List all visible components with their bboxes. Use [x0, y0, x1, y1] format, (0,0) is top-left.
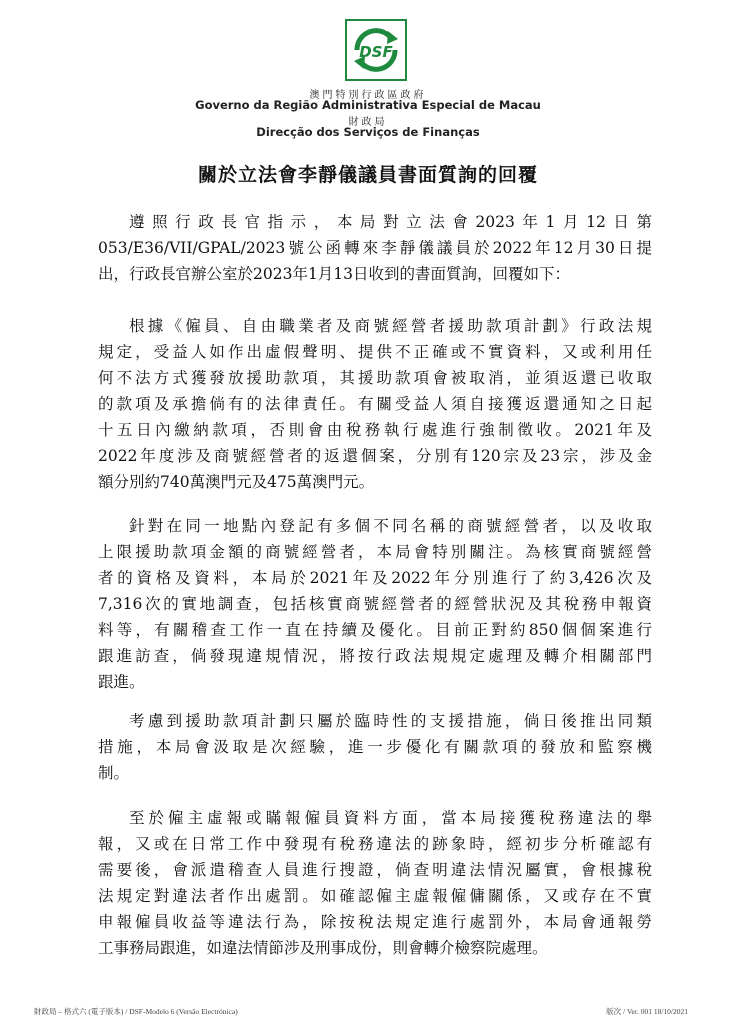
department-name-chinese: 財政局: [348, 117, 388, 128]
paragraph-future-measures: [98, 708, 652, 786]
paragraph-inspections: [98, 513, 652, 695]
paragraph-line: 十五日內繳納款項，否則會由稅務執行處進行強制徵收。2021年及: [98, 421, 652, 439]
paragraph-line: 工事務局跟進，如違法情節涉及刑事成份，則會轉介檢察院處理。: [98, 939, 548, 957]
paragraph-line: 2022年度涉及商號經營者的返還個案，分別有120宗及23宗，涉及金: [98, 447, 652, 465]
paragraph-line: 遵照行政長官指示，本局對立法會2023年1月12日第: [129, 213, 652, 231]
paragraph-line: 針對在同一地點內登記有多個不同名稱的商號經營者，以及收取: [129, 517, 652, 535]
paragraph-line: 需要後，會派遣稽查人員進行搜證，倘查明違法情況屬實，會根據稅: [98, 861, 652, 879]
paragraph-line: 的款項及承擔倘有的法律責任。有關受益人須自接獲返還通知之日起: [98, 395, 652, 413]
paragraph-line: 053/E36/VII/GPAL/2023號公函轉來李靜儀議員於2022年12月30日提: [98, 239, 652, 257]
paragraph-line: 至於僱主虛報或瞞報僱員資料方面，當本局接獲稅務違法的舉: [129, 809, 652, 827]
government-name-portuguese: Governo da Região Administrativa Especial de Macau: [195, 98, 541, 112]
paragraph-line: 措施，本局會汲取是次經驗，進一步優化有關款項的發放和監察機: [98, 738, 652, 756]
paragraph-line: 報，又或在日常工作中發現有稅務違法的跡象時，經初步分析確認有: [98, 835, 652, 853]
paragraph-line: 制。: [98, 764, 130, 782]
paragraph-line: 額分別約740萬澳門元及475萬澳門元。: [98, 473, 375, 491]
paragraph-line: 法規定對違法者作出處罰。如確認僱主虛報僱傭關係，又或存在不實: [98, 887, 652, 905]
document-title: 關於立法會李靜儀議員書面質詢的回覆: [197, 164, 538, 186]
paragraph-refunds: [98, 313, 652, 495]
paragraph-line: 者的資格及資料，本局於2021年及2022年分別進行了約3,426次及: [98, 569, 652, 587]
paragraph-line: 根據《僱員、自由職業者及商號經營者援助款項計劃》行政法規: [129, 317, 652, 335]
paragraph-intro: [98, 209, 652, 287]
paragraph-line: 規定，受益人如作出虛假聲明、提供不正確或不實資料，又或利用任: [98, 343, 652, 361]
paragraph-line: 7,316次的實地調查，包括核實商號經營者的經營狀況及其稅務申報資: [98, 595, 652, 613]
paragraph-line: 上限援助款項金額的商號經營者，本局會特別關注。為核實商號經營: [98, 543, 652, 561]
paragraph-line: 跟進訪查，倘發現違規情況，將按行政法規規定處理及轉介相關部門: [98, 647, 652, 665]
paragraph-line: 何不法方式獲發放援助款項，其援助款項會被取消，並須返還已收取: [98, 369, 652, 387]
department-name-portuguese: Direcção dos Serviços de Finanças: [256, 125, 480, 139]
dsf-logo: [345, 19, 407, 81]
paragraph-line: 申報僱員收益等違法行為，除按稅法規定進行處罰外，本局會通報勞: [98, 913, 652, 931]
paragraph-line: 料等，有關稽查工作一直在持續及優化。目前正對約850個個案進行: [98, 621, 652, 639]
footer-form-label: 財政局 – 格式六 (電子版本) / DSF-Modelo 6 (Versão Electrónica): [34, 1007, 238, 1016]
paragraph-line: 跟進。: [98, 673, 145, 691]
government-name-chinese: 澳門特別行政區政府: [309, 90, 427, 101]
paragraph-line: 考慮到援助款項計劃只屬於臨時性的支援措施，倘日後推出同類: [129, 712, 652, 730]
paragraph-employer-reporting: [98, 805, 652, 961]
logo-text: DSF: [359, 43, 393, 61]
paragraph-line: 出，行政長官辦公室於2023年1月13日收到的書面質詢，回覆如下：: [98, 265, 571, 283]
footer-version: 版次 / Ver. 001 18/10/2021: [606, 1007, 688, 1016]
